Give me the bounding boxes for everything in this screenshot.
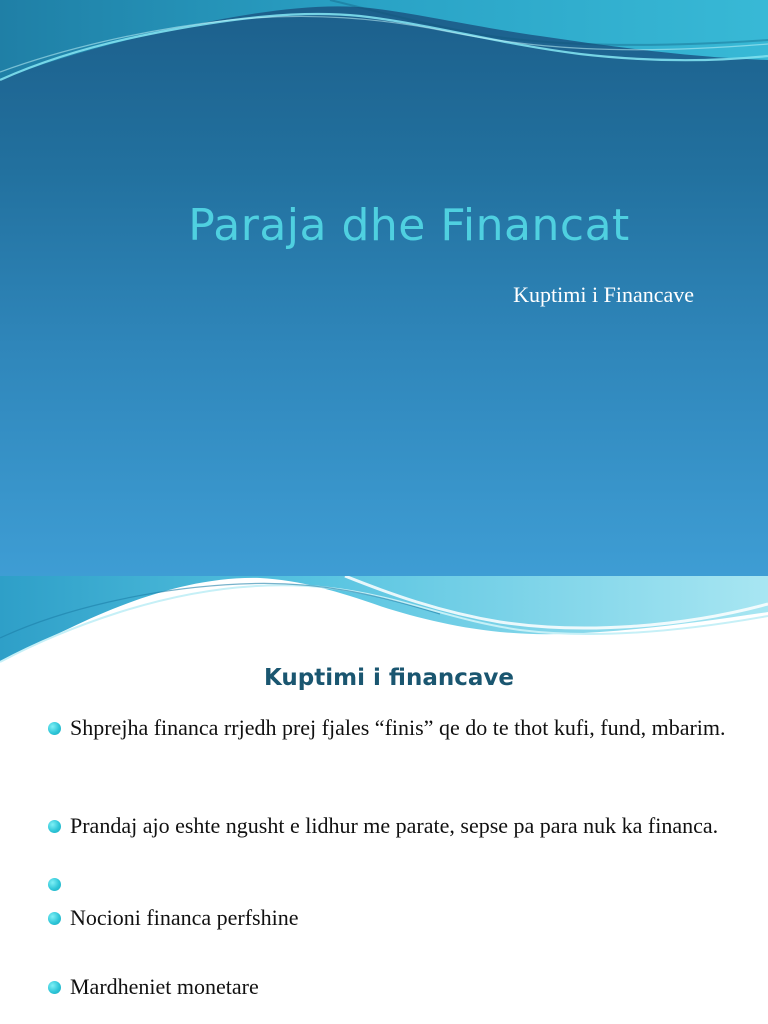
bullet-icon bbox=[48, 722, 61, 735]
bullet-item bbox=[48, 714, 728, 742]
bullet-text: Shprejha financa rrjedh prej fjales “finis” qe do te thot kufi, fund, mbarim. bbox=[70, 715, 726, 740]
bullet-icon bbox=[48, 981, 61, 994]
content-title: Kuptimi i financave bbox=[264, 665, 514, 691]
bullet-text: Prandaj ajo eshte ngusht e lidhur me parate, sepse pa para nuk ka financa. bbox=[70, 813, 719, 838]
bullet-item bbox=[48, 812, 728, 840]
bullet-list bbox=[0, 576, 768, 1024]
bullet-icon bbox=[48, 878, 61, 891]
slide-title: Paraja dhe Financat bbox=[188, 200, 630, 251]
bullet-text: Mardheniet monetare bbox=[70, 974, 259, 999]
bullet-icon bbox=[48, 820, 61, 833]
bullet-item bbox=[48, 904, 728, 932]
bullet-icon bbox=[48, 912, 61, 925]
bullet-text: Nocioni financa perfshine bbox=[70, 905, 299, 930]
content-slide bbox=[0, 576, 768, 1024]
slide-subtitle: Kuptimi i Financave bbox=[513, 282, 694, 307]
bullet-item bbox=[48, 973, 728, 1001]
